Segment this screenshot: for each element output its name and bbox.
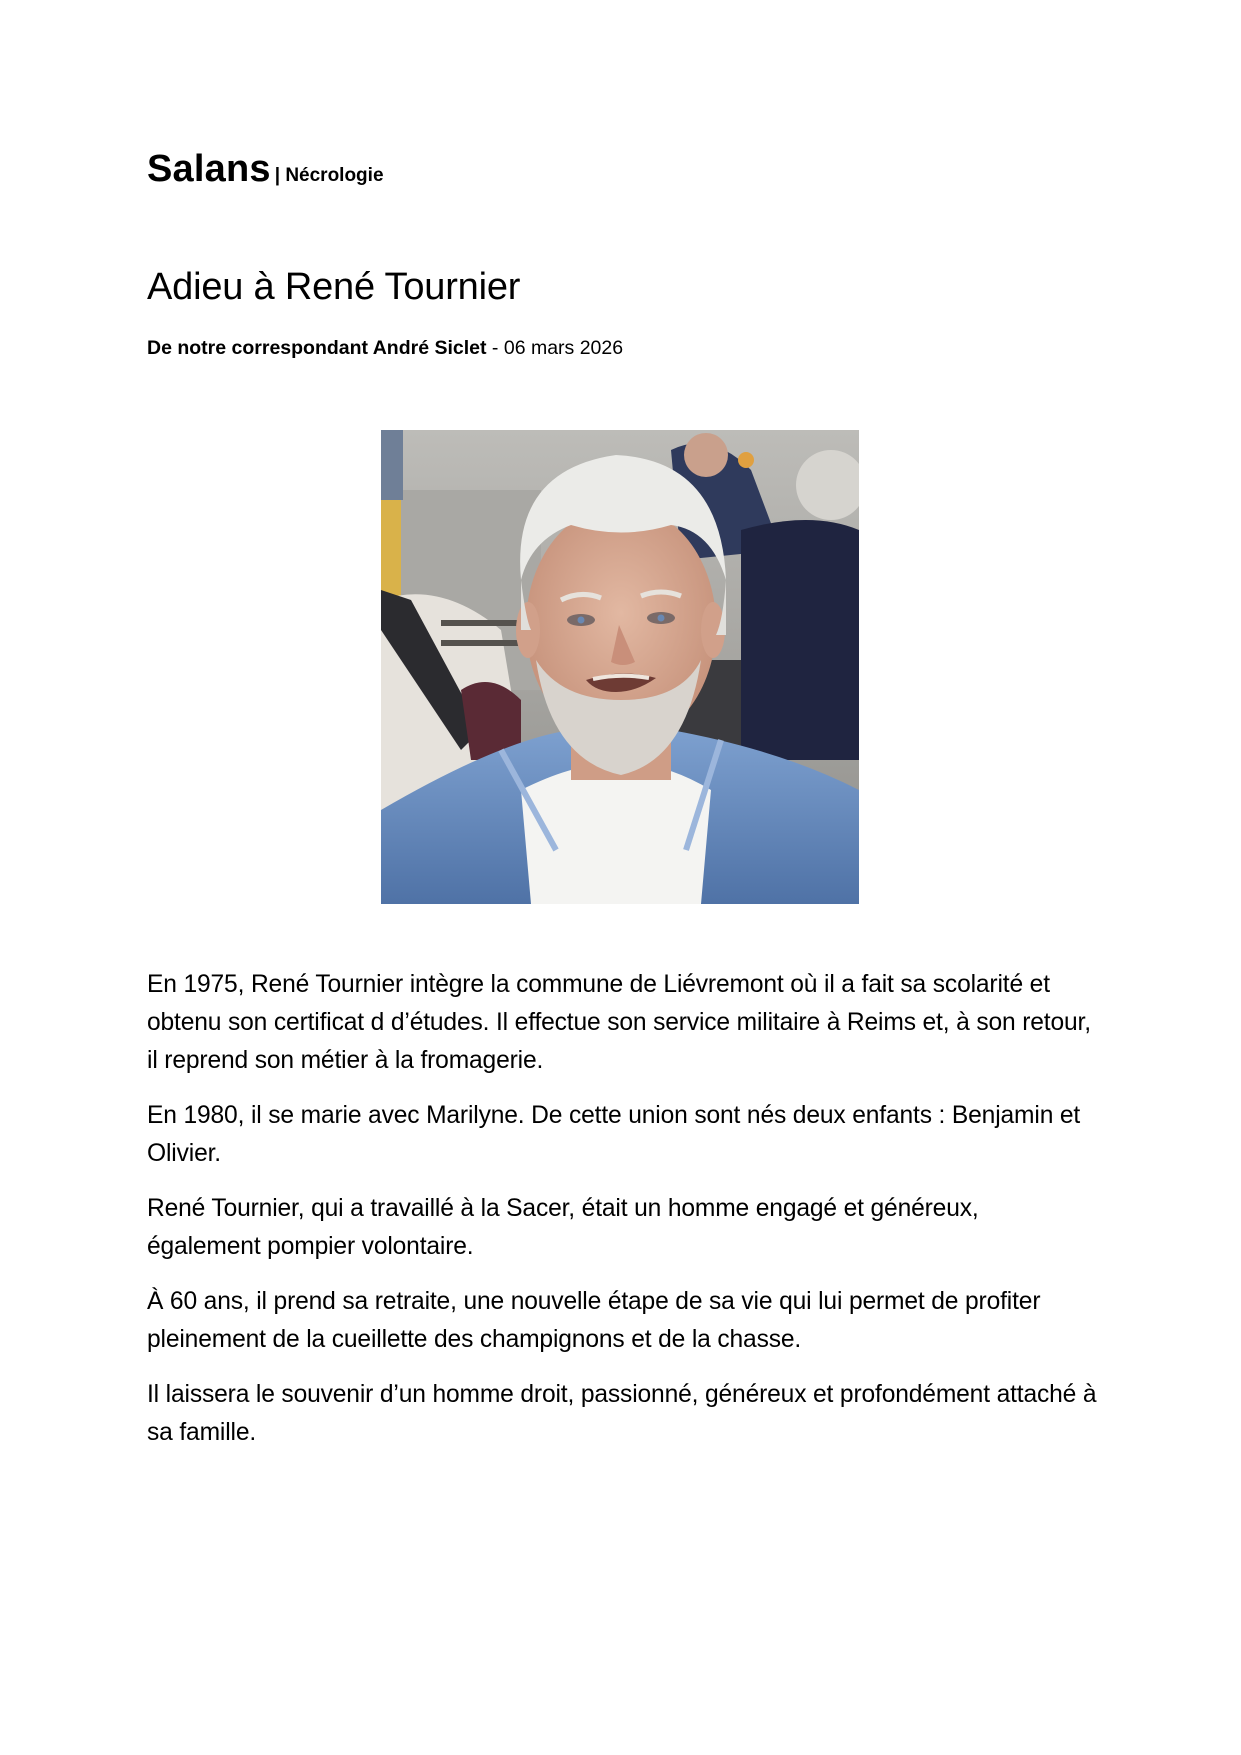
article-title: Adieu à René Tournier [147, 266, 521, 308]
byline-separator: - [486, 337, 504, 359]
portrait-image [381, 430, 859, 904]
article-body [147, 966, 1097, 1469]
byline-date: 06 mars 2026 [503, 337, 624, 359]
paragraph: Il laissera le souvenir d’un homme droit, passionné, généreux et profondément attaché à sa famille. [147, 1381, 1097, 1446]
paragraph: En 1975, René Tournier intègre la commune de Liévremont où il a fait sa scolarité et obtenu son certificat d d’études. Il effectue son service militaire à Reims et, à son retour, il reprend son métier à la fromagerie. [147, 971, 1091, 1074]
rubric-header [147, 148, 384, 191]
paragraph: En 1980, il se marie avec Marilyne. De cette union sont nés deux enfants : Benjamin et Olivier. [147, 1102, 1081, 1167]
paragraph: René Tournier, qui a travaillé à la Sacer, était un homme engagé et généreux, également pompier volontaire. [147, 1195, 979, 1260]
byline-author: De notre correspondant André Siclet [147, 337, 487, 359]
paragraph: À 60 ans, il prend sa retraite, une nouvelle étape de sa vie qui lui permet de profiter pleinement de la cueillette des champignons et de la chasse. [147, 1288, 1041, 1353]
town-name: Salans [147, 148, 271, 190]
portrait-photo [381, 430, 859, 904]
byline [147, 337, 623, 360]
section-label: | Nécrologie [274, 165, 384, 186]
